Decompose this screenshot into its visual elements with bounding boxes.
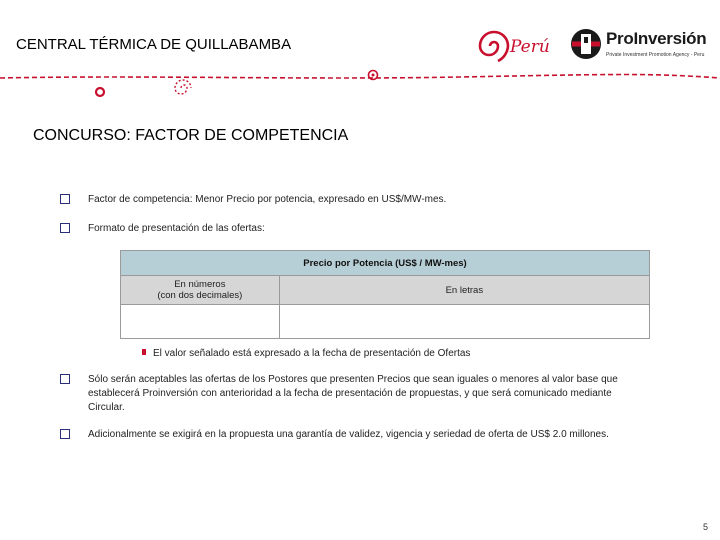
column-header-numbers: [121, 276, 280, 305]
section-subtitle: CONCURSO: FACTOR DE COMPETENCIA: [33, 127, 349, 144]
proinversion-tagline: Private Investment Promotion Agency - Peru: [606, 52, 705, 58]
checkbox-bullet-icon: [60, 194, 70, 204]
proinversion-emblem-icon: [570, 28, 602, 60]
peru-brand-text: Perú: [510, 37, 550, 57]
decorative-ring-icon: [366, 68, 380, 82]
bullet-text: Formato de presentación de las ofertas:: [88, 223, 265, 234]
letters-entry-cell: [279, 305, 649, 339]
decorative-spiral-icon: [172, 76, 196, 100]
decorative-circle-icon: [92, 84, 108, 100]
header-swoosh-line: [0, 70, 720, 86]
bullet-text: Factor de competencia: Menor Precio por potencia, expresado en US$/MW-mes.: [88, 194, 447, 205]
bullet-text: Adicionalmente se exigirá en la propuesta una garantía de validez, vigencia y seriedad de oferta de US$ 2.0 millones.: [88, 429, 609, 440]
proinversion-logo: [570, 26, 718, 66]
table-header: Precio por Potencia (US$ / MW-mes): [121, 251, 650, 276]
page-title: CENTRAL TÉRMICA DE QUILLABAMBA: [16, 36, 292, 53]
peru-logo: [474, 20, 556, 72]
proinversion-brand-text: ProInversión: [606, 29, 707, 48]
column-header-numbers-line2: (con dos decimales): [157, 290, 243, 301]
table-note-text: El valor señalado está expresado a la fecha de presentación de Ofertas: [153, 348, 471, 359]
column-header-numbers-line1: En números: [174, 279, 226, 290]
table-note: [142, 348, 470, 359]
red-square-bullet-icon: [142, 349, 146, 355]
bullet-text: Sólo serán aceptables las ofertas de los Postores que presenten Precios que sean iguales o menores al valor base que establecerá Proinversión con anterioridad a la fecha de presentación de propuestas, y que será comunicado mediante Circular.: [88, 374, 618, 413]
price-format-table: [120, 250, 650, 339]
page-number: 5: [702, 522, 708, 532]
checkbox-bullet-icon: [60, 429, 70, 439]
numbers-entry-cell: [121, 305, 280, 339]
column-header-letters: En letras: [279, 276, 649, 305]
peru-spiral-icon: [474, 20, 556, 72]
checkbox-bullet-icon: [60, 374, 70, 384]
checkbox-bullet-icon: [60, 223, 70, 233]
